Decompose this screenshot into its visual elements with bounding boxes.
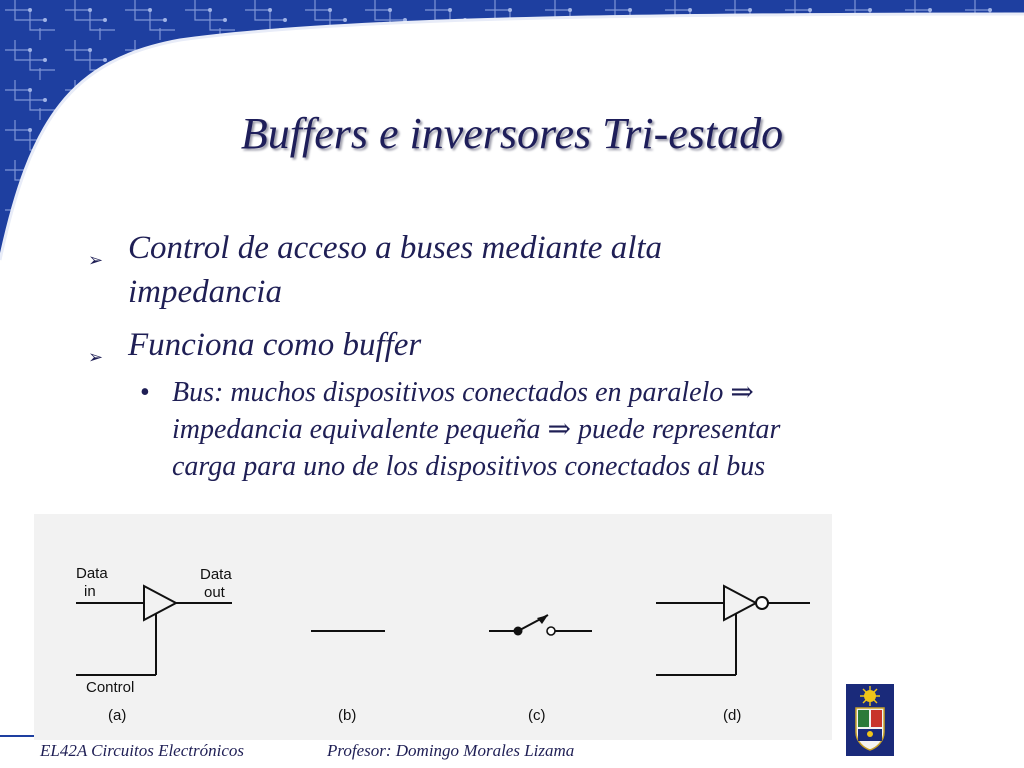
switch-contact-icon [547,627,555,635]
switch-arrow-icon [537,615,548,624]
dot-bullet-icon: • [140,377,150,408]
arrow-bullet-icon: ➢ [88,347,104,367]
footer-course: EL42A Circuitos Electrónicos [40,741,244,760]
sub-bullet-line: Bus: muchos dispositivos conectados en paralelo ⇒ [172,377,754,408]
caption-c: (c) [528,707,546,724]
bullet-line: Funciona como buffer [128,327,422,363]
inverter-triangle-icon [724,586,756,620]
sub-bullet-line: carga para uno de los dispositivos conectados al bus [172,451,766,482]
data-in-label: Data [76,565,108,582]
data-in-label: in [84,583,96,600]
control-label: Control [86,679,135,696]
switch-pivot-icon [514,627,523,636]
arrow-bullet-icon: ➢ [88,250,104,270]
caption-d: (d) [723,707,742,724]
tristate-buffer-diagram [34,514,832,740]
caption-b: (b) [338,707,357,724]
buffer-triangle-icon [144,586,176,620]
bullet-line: impedancia [128,274,282,310]
bullet-line: Control de acceso a buses mediante alta [128,230,663,266]
data-out-label: out [204,584,225,601]
footer-professor: Profesor: Domingo Morales Lizama [327,741,575,760]
data-out-label: Data [200,566,232,583]
slide-title: Buffers e inversores Tri-estado [240,109,784,158]
university-crest-logo [846,684,894,756]
sub-bullet-line: impedancia equivalente pequeña ⇒ puede representar [172,414,781,445]
caption-a: (a) [108,707,127,724]
